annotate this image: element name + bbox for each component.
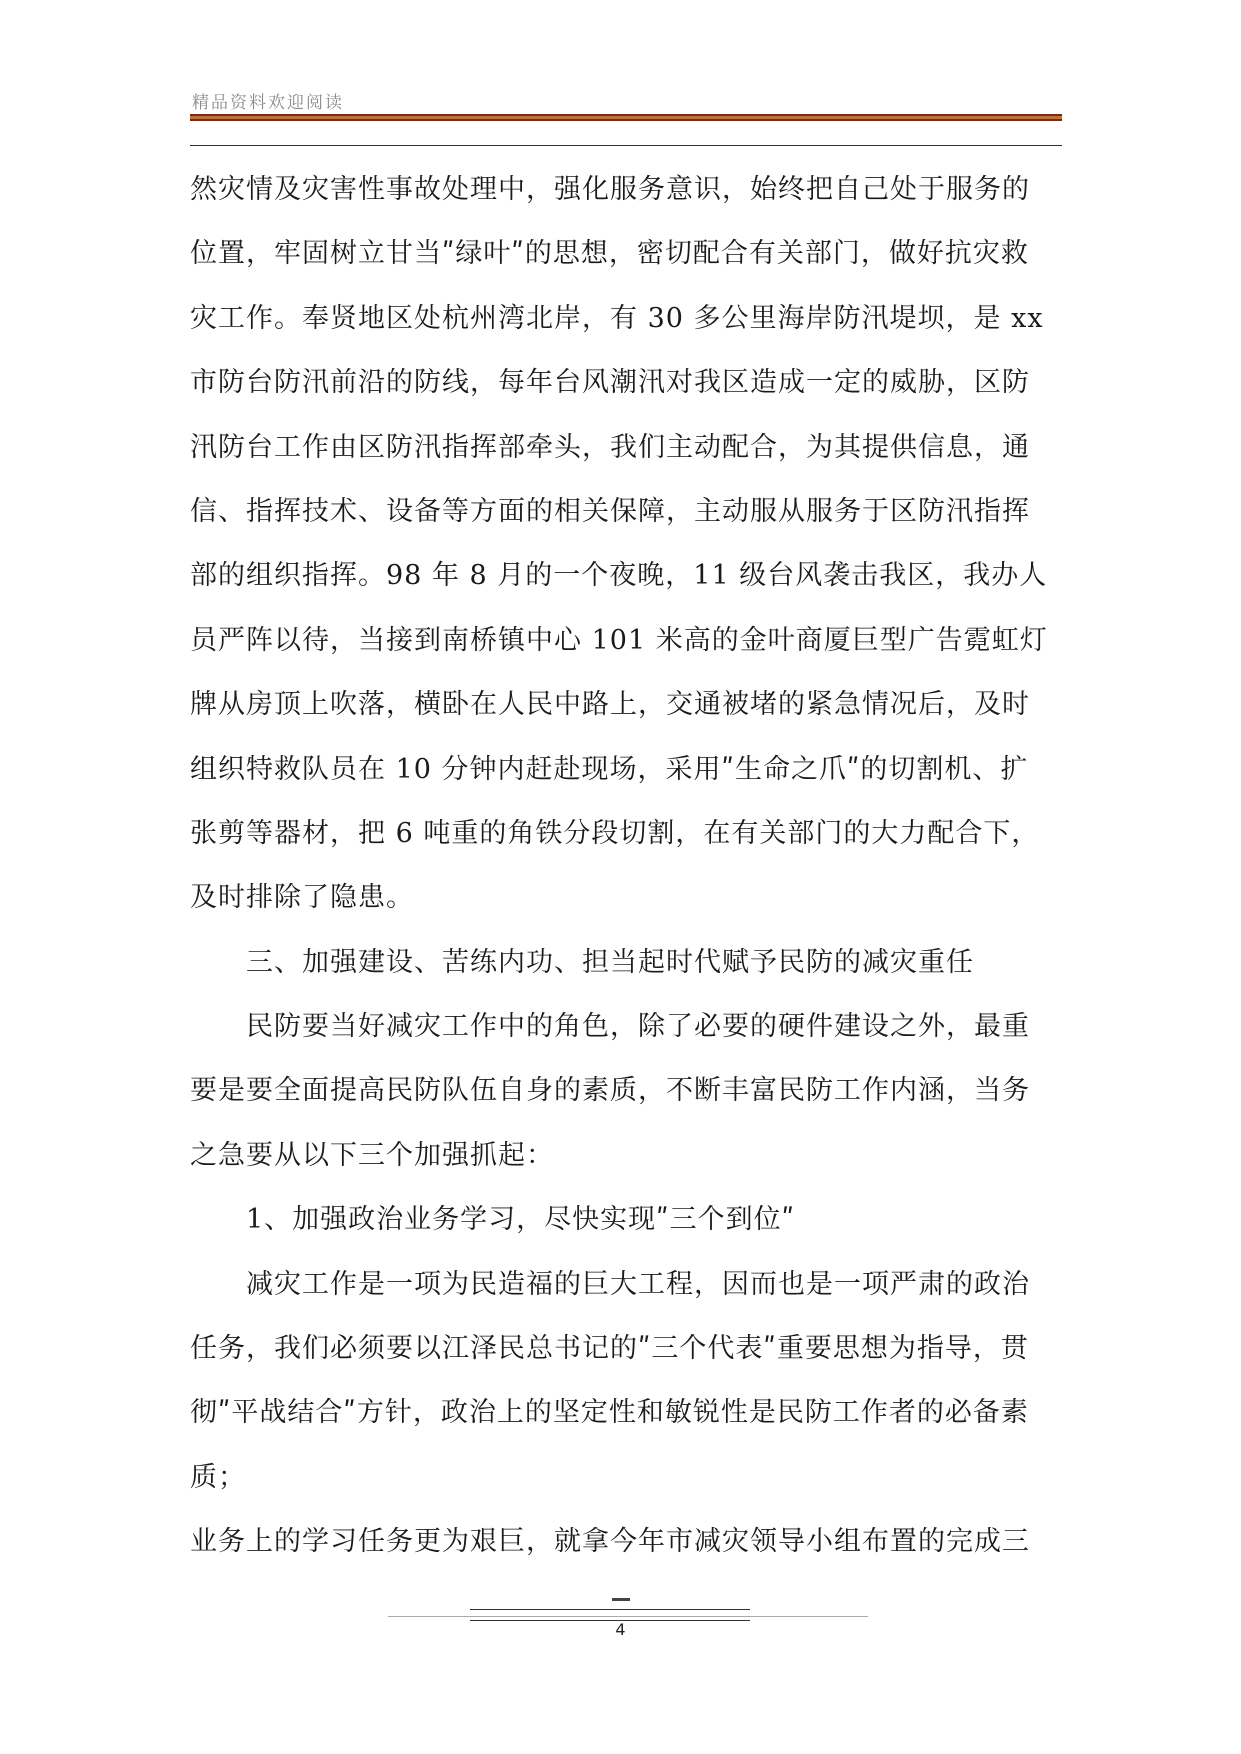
footer-rule (388, 1616, 868, 1617)
subsection-heading: 1、加强政治业务学习，尽快实现ʺ三个到位ʺ (246, 1204, 796, 1236)
body-line: 员严阵以待，当接到南桥镇中心 101 米高的金叶商厦巨型广告霓虹灯 (190, 624, 1048, 656)
footer-mark (612, 1598, 630, 1601)
body-line: 汛防台工作由区防汛指挥部牵头，我们主动配合，为其提供信息，通 (190, 431, 1030, 463)
section-heading: 三、加强建设、苦练内功、担当起时代赋予民防的减灾重任 (246, 946, 974, 978)
body-line: 然灾情及灾害性事故处理中，强化服务意识，始终把自己处于服务的 (190, 174, 1030, 205)
body-line: 灾工作。奉贤地区处杭州湾北岸，有 30 多公里海岸防汛堤坝，是 xx (190, 302, 1044, 334)
running-header: 精品资料欢迎阅读 (192, 93, 344, 113)
body-line: 质； (190, 1461, 246, 1493)
body-line: 组织特救队员在 10 分钟内赶赴现场，采用ʺ生命之爪ʺ的切割机、扩 (190, 753, 1029, 785)
header-rule-thin (190, 145, 1062, 146)
document-body (190, 158, 1070, 1575)
body-line: 张剪等器材，把 6 吨重的角铁分段切割，在有关部门的大力配合下， (190, 817, 1040, 849)
body-line: 民防要当好减灾工作中的角色，除了必要的硬件建设之外，最重 (246, 1011, 1030, 1043)
header-rule-thick (190, 114, 1062, 121)
body-line: 之急要从以下三个加强抓起： (190, 1139, 554, 1171)
body-line: 要是要全面提高民防队伍自身的素质，不断丰富民防工作内涵，当务 (190, 1075, 1030, 1107)
body-line: 彻ʺ平战结合ʺ方针，政治上的坚定性和敏锐性是民防工作者的必备素 (190, 1397, 1029, 1429)
body-line: 信、指挥技术、设备等方面的相关保障，主动服从服务于区防汛指挥 (190, 495, 1030, 527)
page-number: 4 (615, 1620, 626, 1639)
body-line: 位置，牢固树立甘当ʺ绿叶ʺ的思想，密切配合有关部门，做好抗灾救 (190, 238, 1029, 270)
body-line: 业务上的学习任务更为艰巨，就拿今年市减灾领导小组布置的完成三 (190, 1526, 1030, 1558)
body-line: 市防台防汛前沿的防线，每年台风潮汛对我区造成一定的威胁，区防 (190, 367, 1030, 399)
body-line: 部的组织指挥。98 年 8 月的一个夜晚，11 级台风袭击我区，我办人 (190, 560, 1048, 592)
footer-rule (470, 1609, 750, 1610)
body-line: 牌从房顶上吹落，横卧在人民中路上，交通被堵的紧急情况后，及时 (190, 689, 1030, 721)
body-line: 减灾工作是一项为民造福的巨大工程，因而也是一项严肃的政治 (246, 1268, 1030, 1300)
body-line: 任务，我们必须要以江泽民总书记的ʺ三个代表ʺ重要思想为指导，贯 (190, 1333, 1029, 1365)
body-line: 及时排除了隐患。 (190, 882, 414, 914)
